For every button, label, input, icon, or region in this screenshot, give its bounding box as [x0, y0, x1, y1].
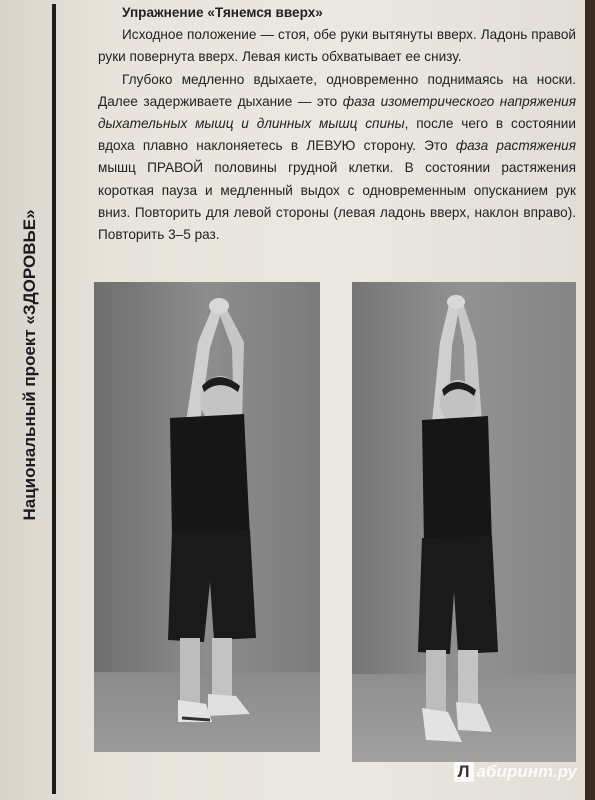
instructions-part-2: , после чего в состоянии вдоха плавно наклоняетесь в ЛЕВУЮ сторону. Это: [98, 116, 576, 154]
paragraph-start-position: Исходное положение — стоя, обе руки вытянуты вверх. Ладонь правой руки повернута вверх. Левая кисть обхватывает ее снизу.: [98, 27, 576, 65]
phase-isometric-term: фаза изометрического напряжения дыхательных мышц и длинных мышц спины: [98, 93, 576, 132]
labirint-watermark: [454, 762, 577, 782]
exercise-title: Упражнение «Тянемся вверх»: [122, 5, 323, 20]
labirint-logo-text: абиринт.ру: [476, 762, 577, 781]
photo-standing-arms-up: [94, 282, 320, 752]
instructions-part-3: мышц ПРАВОЙ половины грудной клетки. В состоянии растяжения короткая пауза и медленный выдох с одновременным опусканием рук вниз. Повторить для левой стороны (левая ладонь вверх, наклон вправо). Повторить 3–5 раз.: [98, 160, 576, 243]
labirint-logo-mark: Л: [454, 762, 474, 782]
instructions-part-1: Глубоко медленно вдыхаете, одновременно поднимаясь на носки. Далее задерживаете дыхание — это: [98, 71, 576, 109]
spine-divider: [52, 4, 56, 794]
paragraph-instructions: [98, 69, 576, 247]
phase-stretch-term: фаза растяжения: [455, 138, 576, 154]
photo-on-toes-arms-up: [352, 282, 576, 762]
spine-sidebar: [0, 0, 62, 800]
exercise-text: [98, 2, 576, 246]
spine-label: Национальный проект «ЗДОРОВЬЕ»: [20, 209, 39, 521]
